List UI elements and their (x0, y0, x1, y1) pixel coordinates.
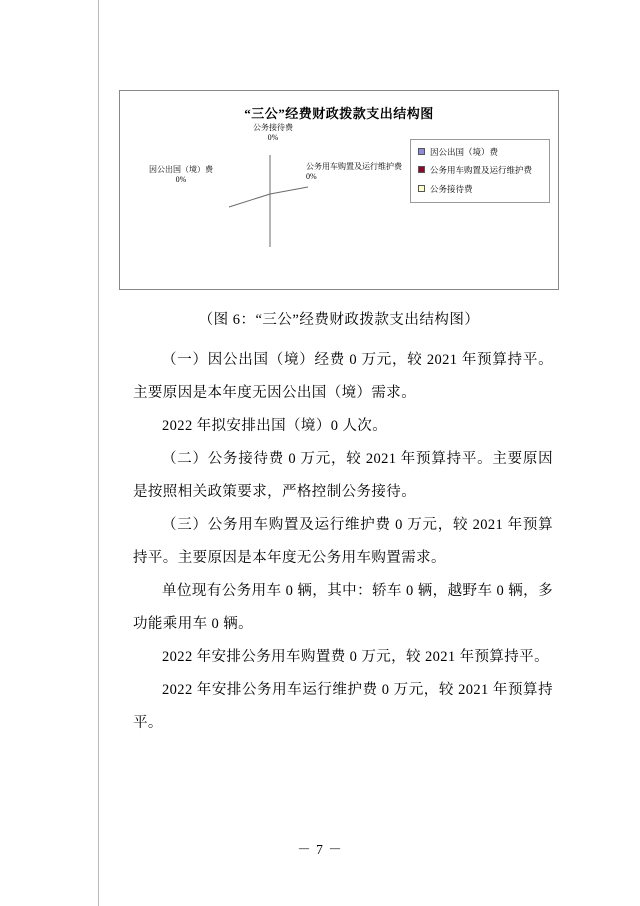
legend-item-label: 因公出国（境）费 (430, 147, 499, 157)
slice-label-vehicle-value: 0% (306, 172, 317, 181)
legend-item-label: 公务用车购置及运行维护费 (430, 165, 533, 176)
slice-label-overseas (138, 165, 224, 185)
paragraph: （二）公务接待费 0 万元，较 2021 年预算持平。主要原因是按照相关政策要求，严格控制公务接待。 (133, 451, 553, 500)
body-text (133, 344, 553, 740)
legend-item-label: 公务接待费 (430, 183, 473, 194)
slice-label-hospitality (228, 123, 318, 143)
legend-swatch-icon (418, 185, 425, 192)
slice-label-overseas-name: 因公出国（境）费 (149, 165, 213, 174)
chart-figure (119, 90, 559, 290)
slice-label-hospitality-name: 公务接待费 (253, 123, 293, 132)
margin-rule (98, 0, 99, 906)
paragraph: 2022 年安排公务用车购置费 0 万元，较 2021 年预算持平。 (162, 649, 549, 665)
legend-item (418, 184, 543, 195)
slice-label-hospitality-value: 0% (267, 133, 279, 142)
legend-item (418, 165, 543, 176)
legend-swatch-icon (418, 166, 425, 173)
pie-chart-svg (120, 119, 420, 284)
paragraph: （三）公务用车购置及运行维护费 0 万元，较 2021 年预算持平。主要原因是本年度无公务用车购置需求。 (133, 517, 553, 566)
slice-label-overseas-value: 0% (175, 175, 187, 184)
paragraph: （一）因公出国（境）经费 0 万元，较 2021 年预算持平。主要原因是本年度无因公出国（境）需求。 (133, 352, 553, 401)
figure-caption: （图 6：“三公”经费财政拨款支出结构图） (198, 312, 480, 328)
page-number: － 7 － (297, 842, 343, 857)
slice-label-vehicle-name: 公务用车购置及运行维护费 (306, 162, 402, 171)
pie-chart (120, 119, 420, 284)
paragraph: 2022 年拟安排出国（境）0 人次。 (162, 418, 388, 434)
legend-item (418, 147, 543, 158)
chart-title: “三公”经费财政拨款支出结构图 (244, 106, 434, 121)
legend-swatch-icon (418, 148, 425, 155)
paragraph: 单位现有公务用车 0 辆，其中：轿车 0 辆，越野车 0 辆，多功能乘用车 0 辆。 (133, 583, 553, 632)
paragraph: 2022 年安排公务用车运行维护费 0 万元，较 2021 年预算持平。 (133, 682, 553, 731)
chart-legend (410, 139, 550, 203)
slice-label-vehicle (306, 162, 402, 182)
